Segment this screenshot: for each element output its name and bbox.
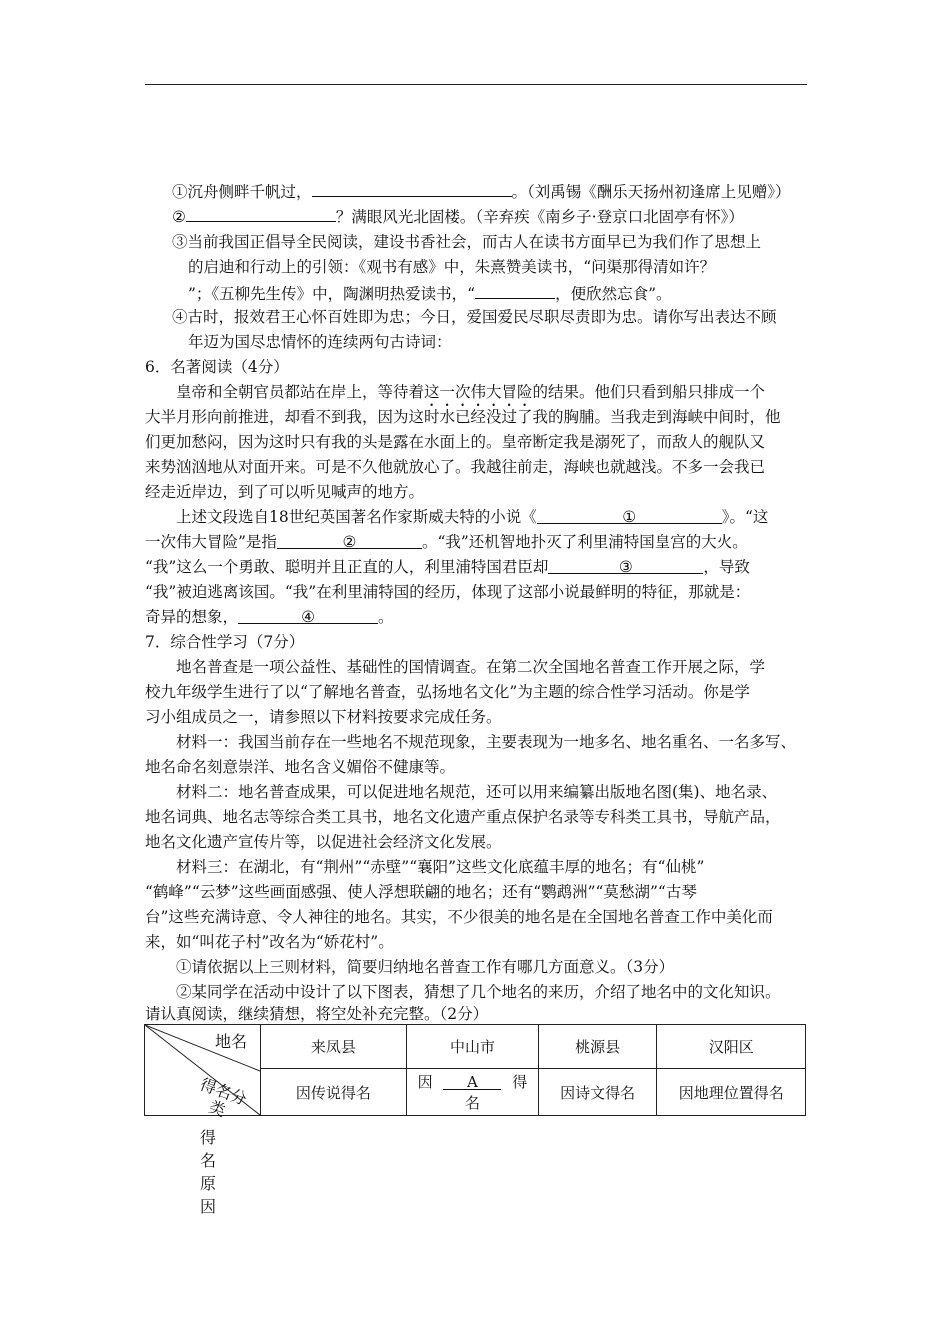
answer-blank-a[interactable]: A	[443, 1071, 501, 1090]
q5-line-7: 年迈为国尽忠情怀的连续两句古诗词：	[188, 333, 452, 351]
q6-question-4: “我”被迫逃离该国。“我”在利里浦特国的经历，体现了这部小说最鲜明的特征，那就是：	[145, 583, 751, 601]
answer-blank[interactable]	[186, 205, 336, 222]
q6-question-1: 上述文段选自18世纪英国著名作家斯威夫特的小说《 ① 》。“这	[176, 508, 769, 526]
emphasized-phrase: 这一次伟大冒险	[424, 383, 533, 401]
q6-question-2: 一次伟大冒险”是指 ② 。“我”还机智地扑灭了利里浦特国皇宫的大火。	[145, 533, 748, 551]
reason-cell-blank: 因 A 得 名	[407, 1069, 539, 1116]
place-cell: 来凤县	[260, 1025, 407, 1069]
q6-passage-3: 们更加愁闷，因为这时只有我的头是露在水面上的。皇帝断定我是溺死了，而敌人的舰队又	[145, 433, 766, 451]
q7-intro-3: 习小组成员之一，请参照以下材料按要求完成任务。	[145, 708, 502, 726]
material-2-line-3: 地名文化遗产宣传片等，以促进社会经济文化发展。	[145, 833, 502, 851]
q6-question-3: “我”这么一个勇敢、聪明并且正直的人，利里浦特国君臣却 ③ ，导致	[145, 558, 750, 576]
header-rule	[145, 84, 807, 85]
q5-line-5: ”；《五柳先生传》中，陶渊明热爱读书，“ ，便欣然忘食”。	[188, 282, 672, 304]
q6-passage-5: 经走近岸边，到了可以听见喊声的地方。	[145, 483, 425, 501]
q7-intro-2: 校九年级学生进行了以“了解地名普查，弘扬地名文化”为主题的综合性学习活动。你是学	[145, 683, 750, 701]
answer-blank[interactable]	[475, 282, 555, 299]
task-1: ①请依据以上三则材料，简要归纳地名普查工作有哪几方面意义。（3分）	[176, 958, 675, 976]
q7-heading: 7．综合性学习（7分）	[145, 633, 305, 651]
q5-line-4: 的启迪和行动上的引领：《观书有感》中，朱熹赞美读书，“问渠那得清如许？	[188, 258, 716, 276]
q7-intro-1: 地名普查是一项公益性、基础性的国情调查。在第二次全国地名普查工作开展之际，学	[176, 658, 766, 676]
reason-cell: 因传说得名	[260, 1069, 407, 1116]
material-3-line-3: 台”这些充满诗意、令人神往的地名。其实，不少很美的地名是在全国地名普查工作中美化而	[145, 908, 773, 926]
table-header-diagonal-cell	[145, 1025, 261, 1121]
vertical-label-reason	[200, 1126, 220, 1218]
answer-blank-2[interactable]: ②	[277, 532, 422, 549]
q5-line-2: ② ？满眼风光北固楼。（辛弃疾《南乡子·登京口北固亭有怀》）	[172, 205, 744, 227]
material-3-line-4: 来，如“叫花子村”改名为“娇花村”。	[145, 933, 394, 951]
material-2-line-1: 材料二：地名普查成果，可以促进地名规范，还可以用来编纂出版地名图(集)、地名录、	[176, 783, 778, 801]
place-cell: 中山市	[407, 1025, 539, 1069]
material-2-line-2: 地名词典、地名志等综合类工具书，地名文化遗产重点保护名录等专科类工具书，导航产品，	[145, 808, 781, 826]
material-1-line-1: 材料一：我国当前存在一些地名不规范现象，主要表现为一地多名、地名重名、一名多写、	[176, 733, 797, 751]
answer-blank-4[interactable]: ④	[238, 607, 378, 624]
task-2-line-1: ②某同学在活动中设计了以下图表，猜想了几个地名的来历，介绍了地名中的文化知识。	[176, 983, 781, 1001]
q5-line-6: ④古时，报效君王心怀百姓即为忠；今日，爱国爱民尽职尽责即为忠。请你写出表达不顾	[172, 308, 777, 326]
place-cell: 汉阳区	[657, 1025, 806, 1069]
q6-question-5: 奇异的想象， ④ 。	[145, 608, 394, 626]
q6-passage-4: 来势汹汹地从对面开来。可是不久他就放心了。我越往前走，海峡也就越浅。不多一会我已	[145, 458, 766, 476]
material-3-line-1: 材料三：在湖北，有“荆州”“赤壁”“襄阳”这些文化底蕴丰厚的地名；有“仙桃”	[176, 858, 705, 876]
place-cell: 桃源县	[538, 1025, 657, 1069]
reason-cell: 因诗文得名	[538, 1069, 657, 1116]
q5-line-1: ①沉舟侧畔千帆过， 。（刘禹锡《酬乐天扬州初逢席上见赠》）	[172, 180, 791, 202]
answer-blank[interactable]	[312, 180, 512, 197]
material-3-line-2: “鹤峰”“云梦”这些画面感强、使人浮想联翩的地名；还有“鹦鹉洲”“莫愁湖”“古琴	[145, 883, 697, 901]
reason-cell: 因地理位置得名	[657, 1069, 806, 1116]
q5-line-3: ③当前我国正倡导全民阅读，建设书香社会，而古人在读书方面早已为我们作了思想上	[172, 233, 762, 251]
answer-blank-3[interactable]: ③	[548, 557, 703, 574]
answer-blank-1[interactable]: ①	[537, 507, 722, 524]
q6-passage-1: 皇帝和全朝官员都站在岸上，等待着这一次伟大冒险的结果。他们只看到船只排成一个	[176, 383, 766, 401]
place-name-table	[144, 1024, 806, 1121]
task-2-line-2: 请认真阅读，继续猜想，将空处补充完整。（2分）	[145, 1005, 489, 1023]
header-category-label: 得名分类	[197, 1074, 250, 1121]
vertical-label-text: 得名原因	[200, 1128, 217, 1216]
q6-heading: 6．名著阅读（4分）	[145, 358, 289, 376]
q6-passage-2: 大半月形向前推进，却看不到我，因为这时水已经没过了我的胸脯。当我走到海峡中间时，他	[145, 408, 781, 426]
material-1-line-2: 地名命名刻意崇洋、地名含义媚俗不健康等。	[145, 758, 456, 776]
header-place-label: 地名	[215, 1032, 248, 1051]
